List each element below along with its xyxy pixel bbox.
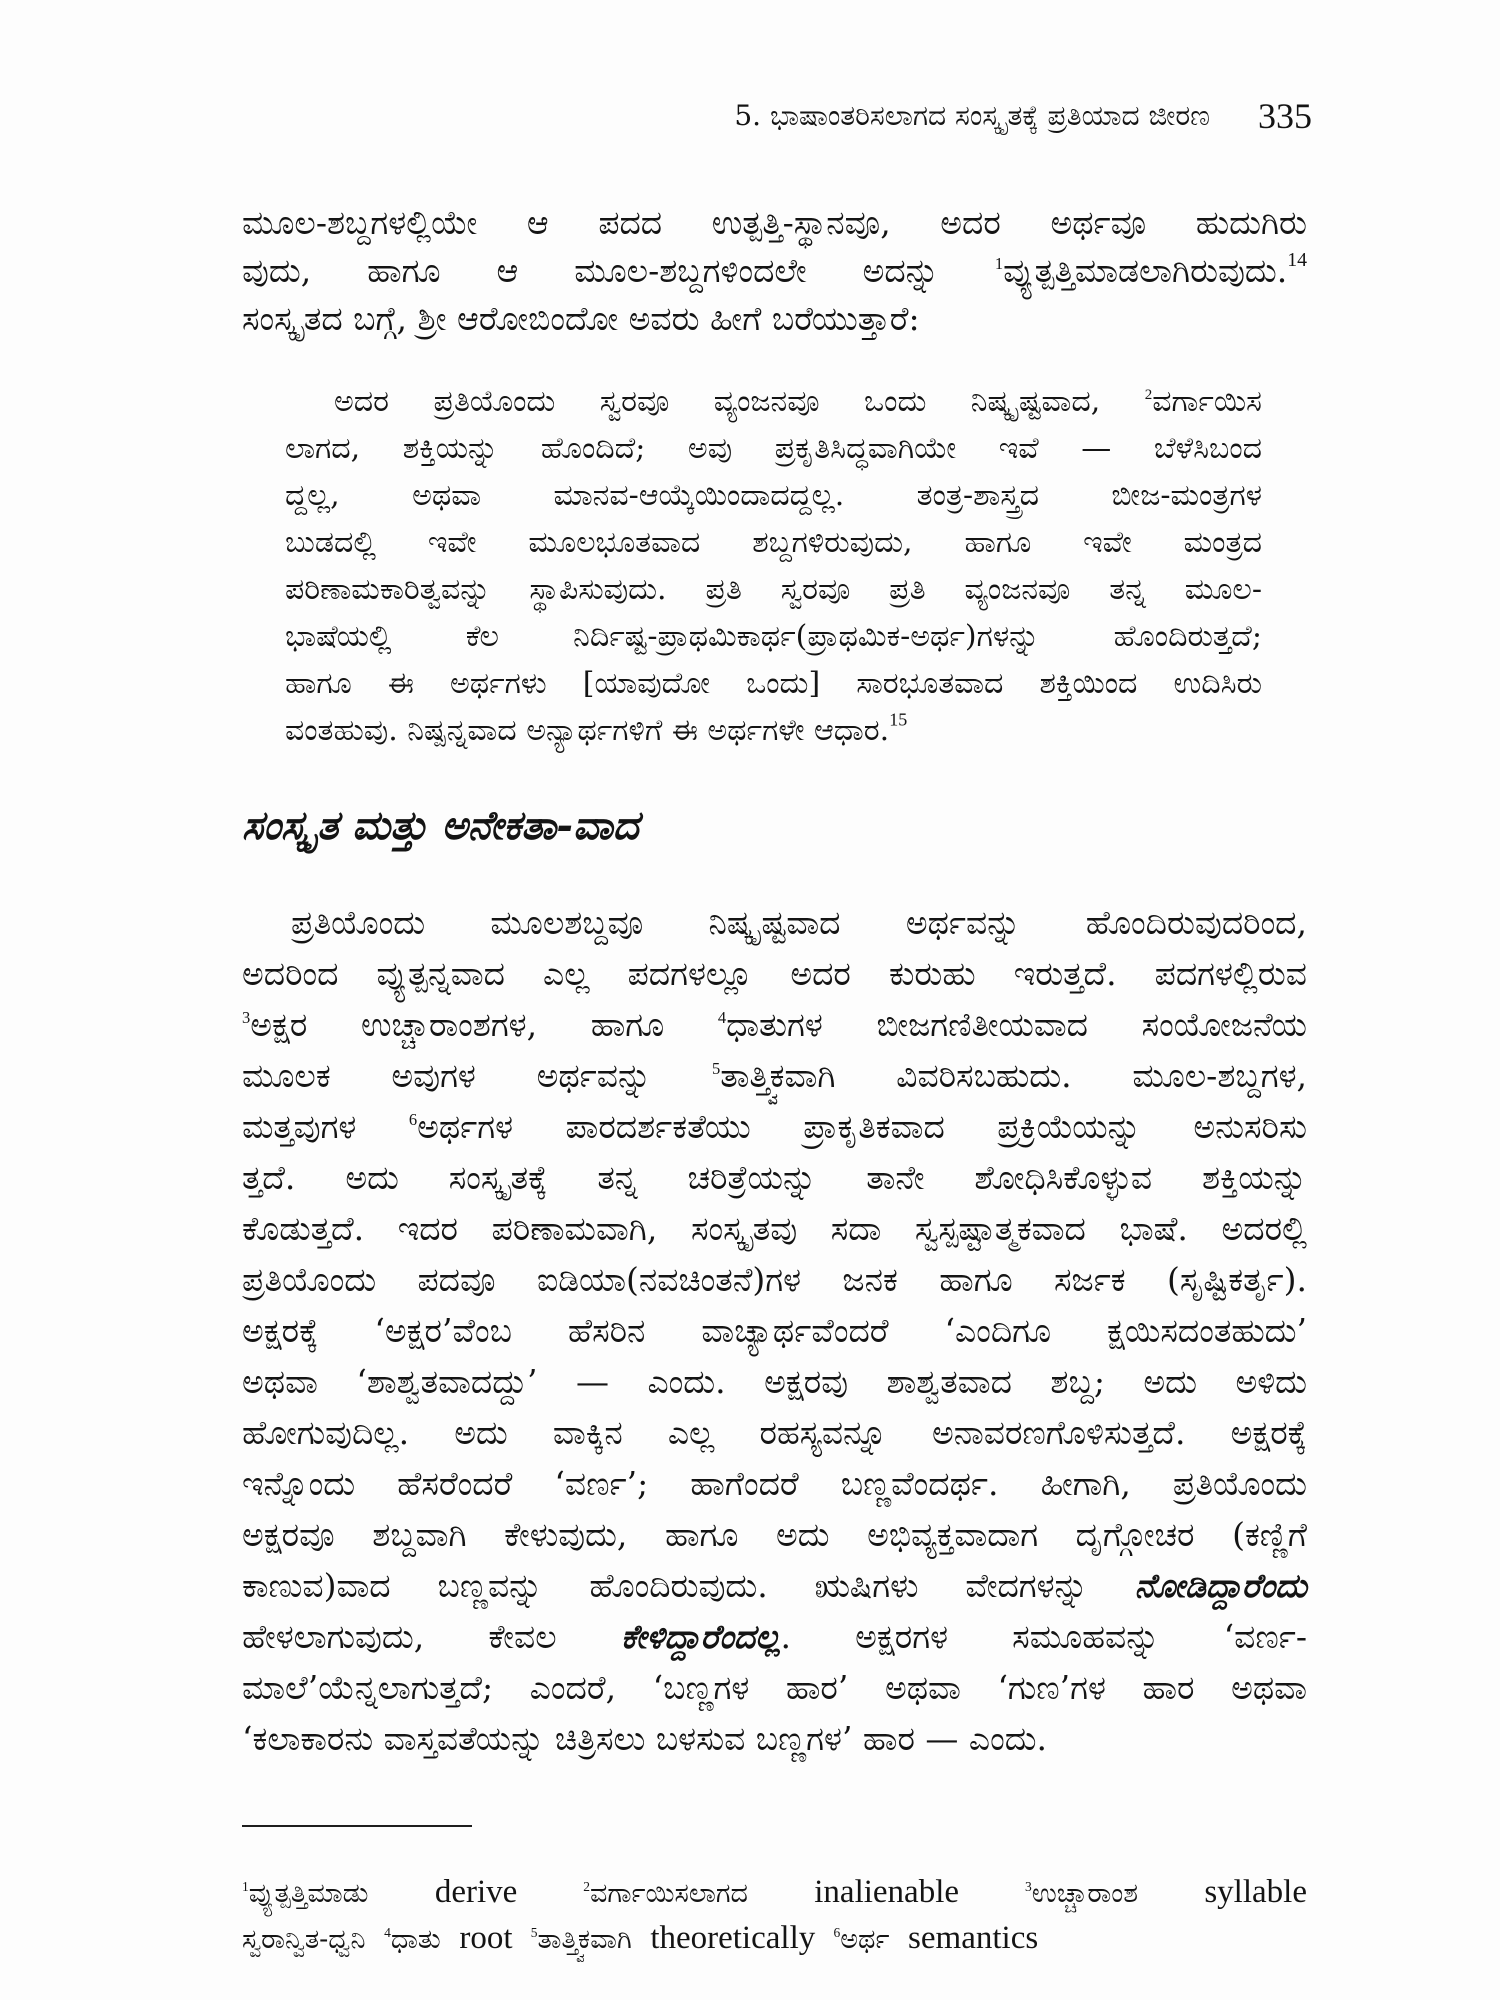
english-gloss: inalienable <box>814 1874 1026 1910</box>
footnote-marker: 4 <box>717 1007 727 1027</box>
emphasized-text: ಕೇಳಿದ್ದಾರೆಂದಲ್ಲ <box>620 1617 781 1656</box>
body-line <box>242 1407 1307 1458</box>
text-run: ಮತ್ತವುಗಳ <box>242 1107 409 1146</box>
body-line <box>242 1560 1307 1611</box>
text-run: ಮಾಲೆ’ಯೆನ್ನಲಾಗುತ್ತದೆ; ಎಂದರೆ, ‘ಬಣ್ಣಗಳ ಹಾರ’ ಅಥವಾ ‘ಗುಣ’ಗಳ ಹಾರ ಅಥವಾ <box>242 1668 1307 1707</box>
body-line <box>242 1356 1307 1407</box>
footnote-marker: 4 <box>384 1925 391 1941</box>
body-line <box>242 1611 1307 1662</box>
footnotes <box>242 1869 1307 1961</box>
footnote-marker: 3 <box>1025 1879 1032 1895</box>
page-number: 335 <box>1258 96 1312 136</box>
text-run: ವ್ಯುತ್ಪತ್ತಿಮಾಡಲಾಗಿರುವುದು. <box>1003 251 1288 290</box>
text-run: ಅರ್ಥ <box>840 1924 909 1955</box>
footnote-marker: 6 <box>408 1109 418 1129</box>
footnote-rule <box>242 1825 472 1827</box>
text-run: ಧಾತು <box>390 1924 460 1955</box>
body-line <box>242 999 1307 1050</box>
text-run: ಸ್ವರಾನ್ವಿತ-ಧ್ವನಿ <box>242 1924 385 1955</box>
intro-paragraph <box>242 199 1307 343</box>
english-gloss: root <box>459 1920 531 1956</box>
body-line <box>242 1101 1307 1152</box>
body-line <box>242 1203 1307 1254</box>
english-gloss: semantics <box>908 1920 1039 1956</box>
quote-line <box>285 472 1262 519</box>
text-run: ವರ್ಗಾಯಿಸಲಾಗದ <box>590 1878 815 1909</box>
quote-line <box>285 707 1262 754</box>
text-run: ‘ಕಲಾಕಾರನು ವಾಸ್ತವತೆಯನ್ನು ಚಿತ್ರಿಸಲು ಬಳಸುವ ಬಣ್ಣಗಳ’ ಹಾರ — ಎಂದು. <box>242 1719 1047 1758</box>
quote-line <box>285 566 1262 613</box>
text-run: ಸಂಸ್ಕೃತದ ಬಗ್ಗೆ, ಶ್ರೀ ಆರೋಬಿಂದೋ ಅವರು ಹೀಗೆ ಬರೆಯುತ್ತಾರೆ: <box>242 299 920 338</box>
quote-line <box>285 425 1262 472</box>
body-line <box>242 1662 1307 1713</box>
body-line <box>242 948 1307 999</box>
english-gloss: syllable <box>1204 1874 1307 1910</box>
footnote-marker: 1 <box>994 253 1004 273</box>
section-heading: ಸಂಸ್ಕೃತ ಮತ್ತು ಅನೇಕತಾ-ವಾದ <box>242 802 639 849</box>
text-run: ಕೊಡುತ್ತದೆ. ಇದರ ಪರಿಣಾಮವಾಗಿ, ಸಂಸ್ಕೃತವು ಸದಾ ಸ್ವಸ್ಪಷ್ಟಾತ್ಮಕವಾದ ಭಾಷೆ. ಅದರಲ್ಲಿ <box>242 1209 1307 1248</box>
text-run: ಅಕ್ಷರವೂ ಶಬ್ದವಾಗಿ ಕೇಳುವುದು, ಹಾಗೂ ಅದು ಅಭಿವ್ಯಕ್ತವಾದಾಗ ದೃಗ್ಗೋಚರ (ಕಣ್ಣಿಗೆ <box>242 1515 1307 1554</box>
quote-line <box>285 519 1262 566</box>
footnote-marker: 2 <box>1144 387 1153 403</box>
footnote-marker: 5 <box>712 1058 721 1078</box>
text-run: ಮೂಲಕ ಅವುಗಳ ಅರ್ಥವನ್ನು <box>242 1056 713 1095</box>
text-run: ಇನ್ನೊಂದು ಹೆಸರೆಂದರೆ ‘ವರ್ಣ’; ಹಾಗೆಂದರೆ ಬಣ್ಣವೆಂದರ್ಥ. ಹೀಗಾಗಿ, ಪ್ರತಿಯೊಂದು <box>242 1464 1307 1503</box>
text-run: ಅಕ್ಷರ ಉಚ್ಚಾರಾಂಶಗಳ, ಹಾಗೂ <box>250 1005 718 1044</box>
quote-line <box>285 660 1262 707</box>
body-paragraph <box>242 897 1307 1764</box>
text-run: ಅದರ ಪ್ರತಿಯೊಂದು ಸ್ವರವೂ ವ್ಯಂಜನವೂ ಒಂದು ನಿಷ್ಕೃಷ್ಟವಾದ, <box>334 384 1145 419</box>
english-gloss: derive <box>434 1874 584 1910</box>
text-run: ಹೋಗುವುದಿಲ್ಲ. ಅದು ವಾಕ್ಕಿನ ಎಲ್ಲ ರಹಸ್ಯವನ್ನೂ ಅನಾವರಣಗೊಳಿಸುತ್ತದೆ. ಅಕ್ಷರಕ್ಕೆ <box>242 1413 1307 1452</box>
footnote-line <box>242 1869 1307 1915</box>
text-run: ತಾತ್ತ್ವಿಕವಾಗಿ <box>537 1924 651 1955</box>
english-gloss: theoretically <box>650 1920 834 1956</box>
text-run: ಉಚ್ಚಾರಾಂಶ <box>1031 1878 1205 1909</box>
body-line <box>242 1713 1307 1764</box>
text-run: ದ್ದಲ್ಲ, ಅಥವಾ ಮಾನವ-ಆಯ್ಕೆಯಿಂದಾದದ್ದಲ್ಲ. ತಂತ್ರ-ಶಾಸ್ತ್ರದ ಬೀಜ-ಮಂತ್ರಗಳ <box>285 478 1262 513</box>
intro-line <box>242 295 1307 343</box>
text-run: ಪ್ರತಿಯೊಂದು ಮೂಲಶಬ್ದವೂ ನಿಷ್ಕೃಷ್ಟವಾದ ಅರ್ಥವನ್ನು ಹೊಂದಿರುವುದರಿಂದ, <box>291 903 1307 942</box>
text-run: ಅಕ್ಷರಕ್ಕೆ ‘ಅಕ್ಷರ’ವೆಂಬ ಹೆಸರಿನ ವಾಚ್ಯಾರ್ಥವೆಂದರೆ ‘ಎಂದಿಗೂ ಕ್ಷಯಿಸದಂತಹುದು’ <box>242 1311 1307 1350</box>
footnote-marker: 6 <box>833 1925 841 1941</box>
quote-line <box>285 378 1262 425</box>
endnote-reference: 14 <box>1287 249 1307 272</box>
text-run: ಭಾಷೆಯಲ್ಲಿ ಕೆಲ ನಿರ್ದಿಷ್ಟ-ಪ್ರಾಥಮಿಕಾರ್ಥ(ಪ್ರಾಥಮಿಕ-ಅರ್ಥ)ಗಳನ್ನು ಹೊಂದಿರುತ್ತದೆ; <box>285 619 1262 654</box>
endnote-reference: 15 <box>889 709 908 730</box>
text-run: ಪ್ರತಿಯೊಂದು ಪದವೂ ಐಡಿಯಾ(ನವಚಿಂತನೆ)ಗಳ ಜನಕ ಹಾಗೂ ಸರ್ಜಕ (ಸೃಷ್ಟಿಕರ್ತೃ). <box>242 1260 1307 1299</box>
text-run: ಹೇಳಲಾಗುವುದು, ಕೇವಲ <box>242 1617 621 1656</box>
text-run: ಅರ್ಥಗಳ ಪಾರದರ್ಶಕತೆಯು ಪ್ರಾಕೃತಿಕವಾದ ಪ್ರಕ್ರಿಯೆಯನ್ನು ಅನುಸರಿಸು <box>417 1107 1307 1146</box>
text-run: ತಾತ್ತ್ವಿಕವಾಗಿ ವಿವರಿಸಬಹುದು. ಮೂಲ-ಶಬ್ದಗಳ, <box>720 1056 1308 1095</box>
text-run: ವರ್ಗಾಯಿಸ <box>1152 384 1262 419</box>
quote-line <box>285 613 1262 660</box>
text-run: ಪರಿಣಾಮಕಾರಿತ್ವವನ್ನು ಸ್ಥಾಪಿಸುವುದು. ಪ್ರತಿ ಸ್ವರವೂ ಪ್ರತಿ ವ್ಯಂಜನವೂ ತನ್ನ ಮೂಲ- <box>285 572 1263 607</box>
text-run: ಅದರಿಂದ ವ್ಯುತ್ಪನ್ನವಾದ ಎಲ್ಲ ಪದಗಳಲ್ಲೂ ಅದರ ಕುರುಹು ಇರುತ್ತದೆ. ಪದಗಳಲ್ಲಿರುವ <box>242 954 1307 993</box>
footnote-marker: 2 <box>583 1879 591 1895</box>
body-line <box>242 897 1307 948</box>
text-run: ಹಾಗೂ ಈ ಅರ್ಥಗಳು [ಯಾವುದೋ ಒಂದು] ಸಾರಭೂತವಾದ ಶಕ್ತಿಯಿಂದ ಉದಿಸಿರು <box>285 666 1262 701</box>
body-line <box>242 1050 1307 1101</box>
body-line <box>242 1305 1307 1356</box>
footnote-marker: 1 <box>242 1879 249 1895</box>
text-run: ಮೂಲ-ಶಬ್ದಗಳಲ್ಲಿಯೇ ಆ ಪದದ ಉತ್ಪತ್ತಿ-ಸ್ಥಾನವೂ, ಅದರ ಅರ್ಥವೂ ಹುದುಗಿರು <box>242 203 1307 242</box>
emphasized-text: ನೋಡಿದ್ದಾರೆಂದು <box>1134 1566 1307 1605</box>
text-run: ಲಾಗದ, ಶಕ್ತಿಯನ್ನು ಹೊಂದಿದೆ; ಅವು ಪ್ರಕೃತಿಸಿದ್ಧವಾಗಿಯೇ ಇವೆ — ಬೆಳೆಸಿಬಂದ <box>285 431 1262 466</box>
intro-line <box>242 199 1307 247</box>
body-line <box>242 1509 1307 1560</box>
footnote-line <box>242 1915 1307 1961</box>
text-run: ಬುಡದಲ್ಲಿ ಇವೇ ಮೂಲಭೂತವಾದ ಶಬ್ದಗಳಿರುವುದು, ಹಾಗೂ ಇವೇ ಮಂತ್ರದ <box>285 525 1262 560</box>
block-quote <box>285 378 1262 754</box>
body-line <box>242 1254 1307 1305</box>
intro-line <box>242 247 1307 295</box>
text-run: ವಂತಹುವು. ನಿಷ್ಪನ್ನವಾದ ಅನ್ಯಾರ್ಥಗಳಿಗೆ ಈ ಅರ್ಥಗಳೇ ಆಧಾರ. <box>285 713 890 748</box>
text-run: ಧಾತುಗಳ ಬೀಜಗಣಿತೀಯವಾದ ಸಂಯೋಜನೆಯ <box>726 1005 1307 1044</box>
body-line <box>242 1458 1307 1509</box>
text-run: ಕಾಣುವ)ವಾದ ಬಣ್ಣವನ್ನು ಹೊಂದಿರುವುದು. ಋಷಿಗಳು ವೇದಗಳನ್ನು <box>242 1566 1135 1605</box>
text-run: ವ್ಯುತ್ಪತ್ತಿಮಾಡು <box>248 1878 435 1909</box>
text-run: . ಅಕ್ಷರಗಳ ಸಮೂಹವನ್ನು ‘ವರ್ಣ- <box>780 1617 1308 1656</box>
body-line <box>242 1152 1307 1203</box>
footnote-marker: 3 <box>242 1007 251 1027</box>
running-title: 5. ಭಾಷಾಂತರಿಸಲಾಗದ ಸಂಸ್ಕೃತಕ್ಕೆ ಪ್ರತಿಯಾದ ಜೀರಣ <box>734 99 1210 132</box>
footnote-marker: 5 <box>530 1925 538 1941</box>
text-run: ಅಥವಾ ‘ಶಾಶ್ವತವಾದದ್ದು’ — ಎಂದು. ಅಕ್ಷರವು ಶಾಶ್ವತವಾದ ಶಬ್ದ; ಅದು ಅಳಿದು <box>242 1362 1307 1401</box>
text-run: ತ್ತದೆ. ಅದು ಸಂಸ್ಕೃತಕ್ಕೆ ತನ್ನ ಚರಿತ್ರೆಯನ್ನು ತಾನೇ ಶೋಧಿಸಿಕೊಳ್ಳುವ ಶಕ್ತಿಯನ್ನು <box>242 1158 1307 1197</box>
text-run: ವುದು, ಹಾಗೂ ಆ ಮೂಲ-ಶಬ್ದಗಳಿಂದಲೇ ಅದನ್ನು <box>242 251 995 290</box>
